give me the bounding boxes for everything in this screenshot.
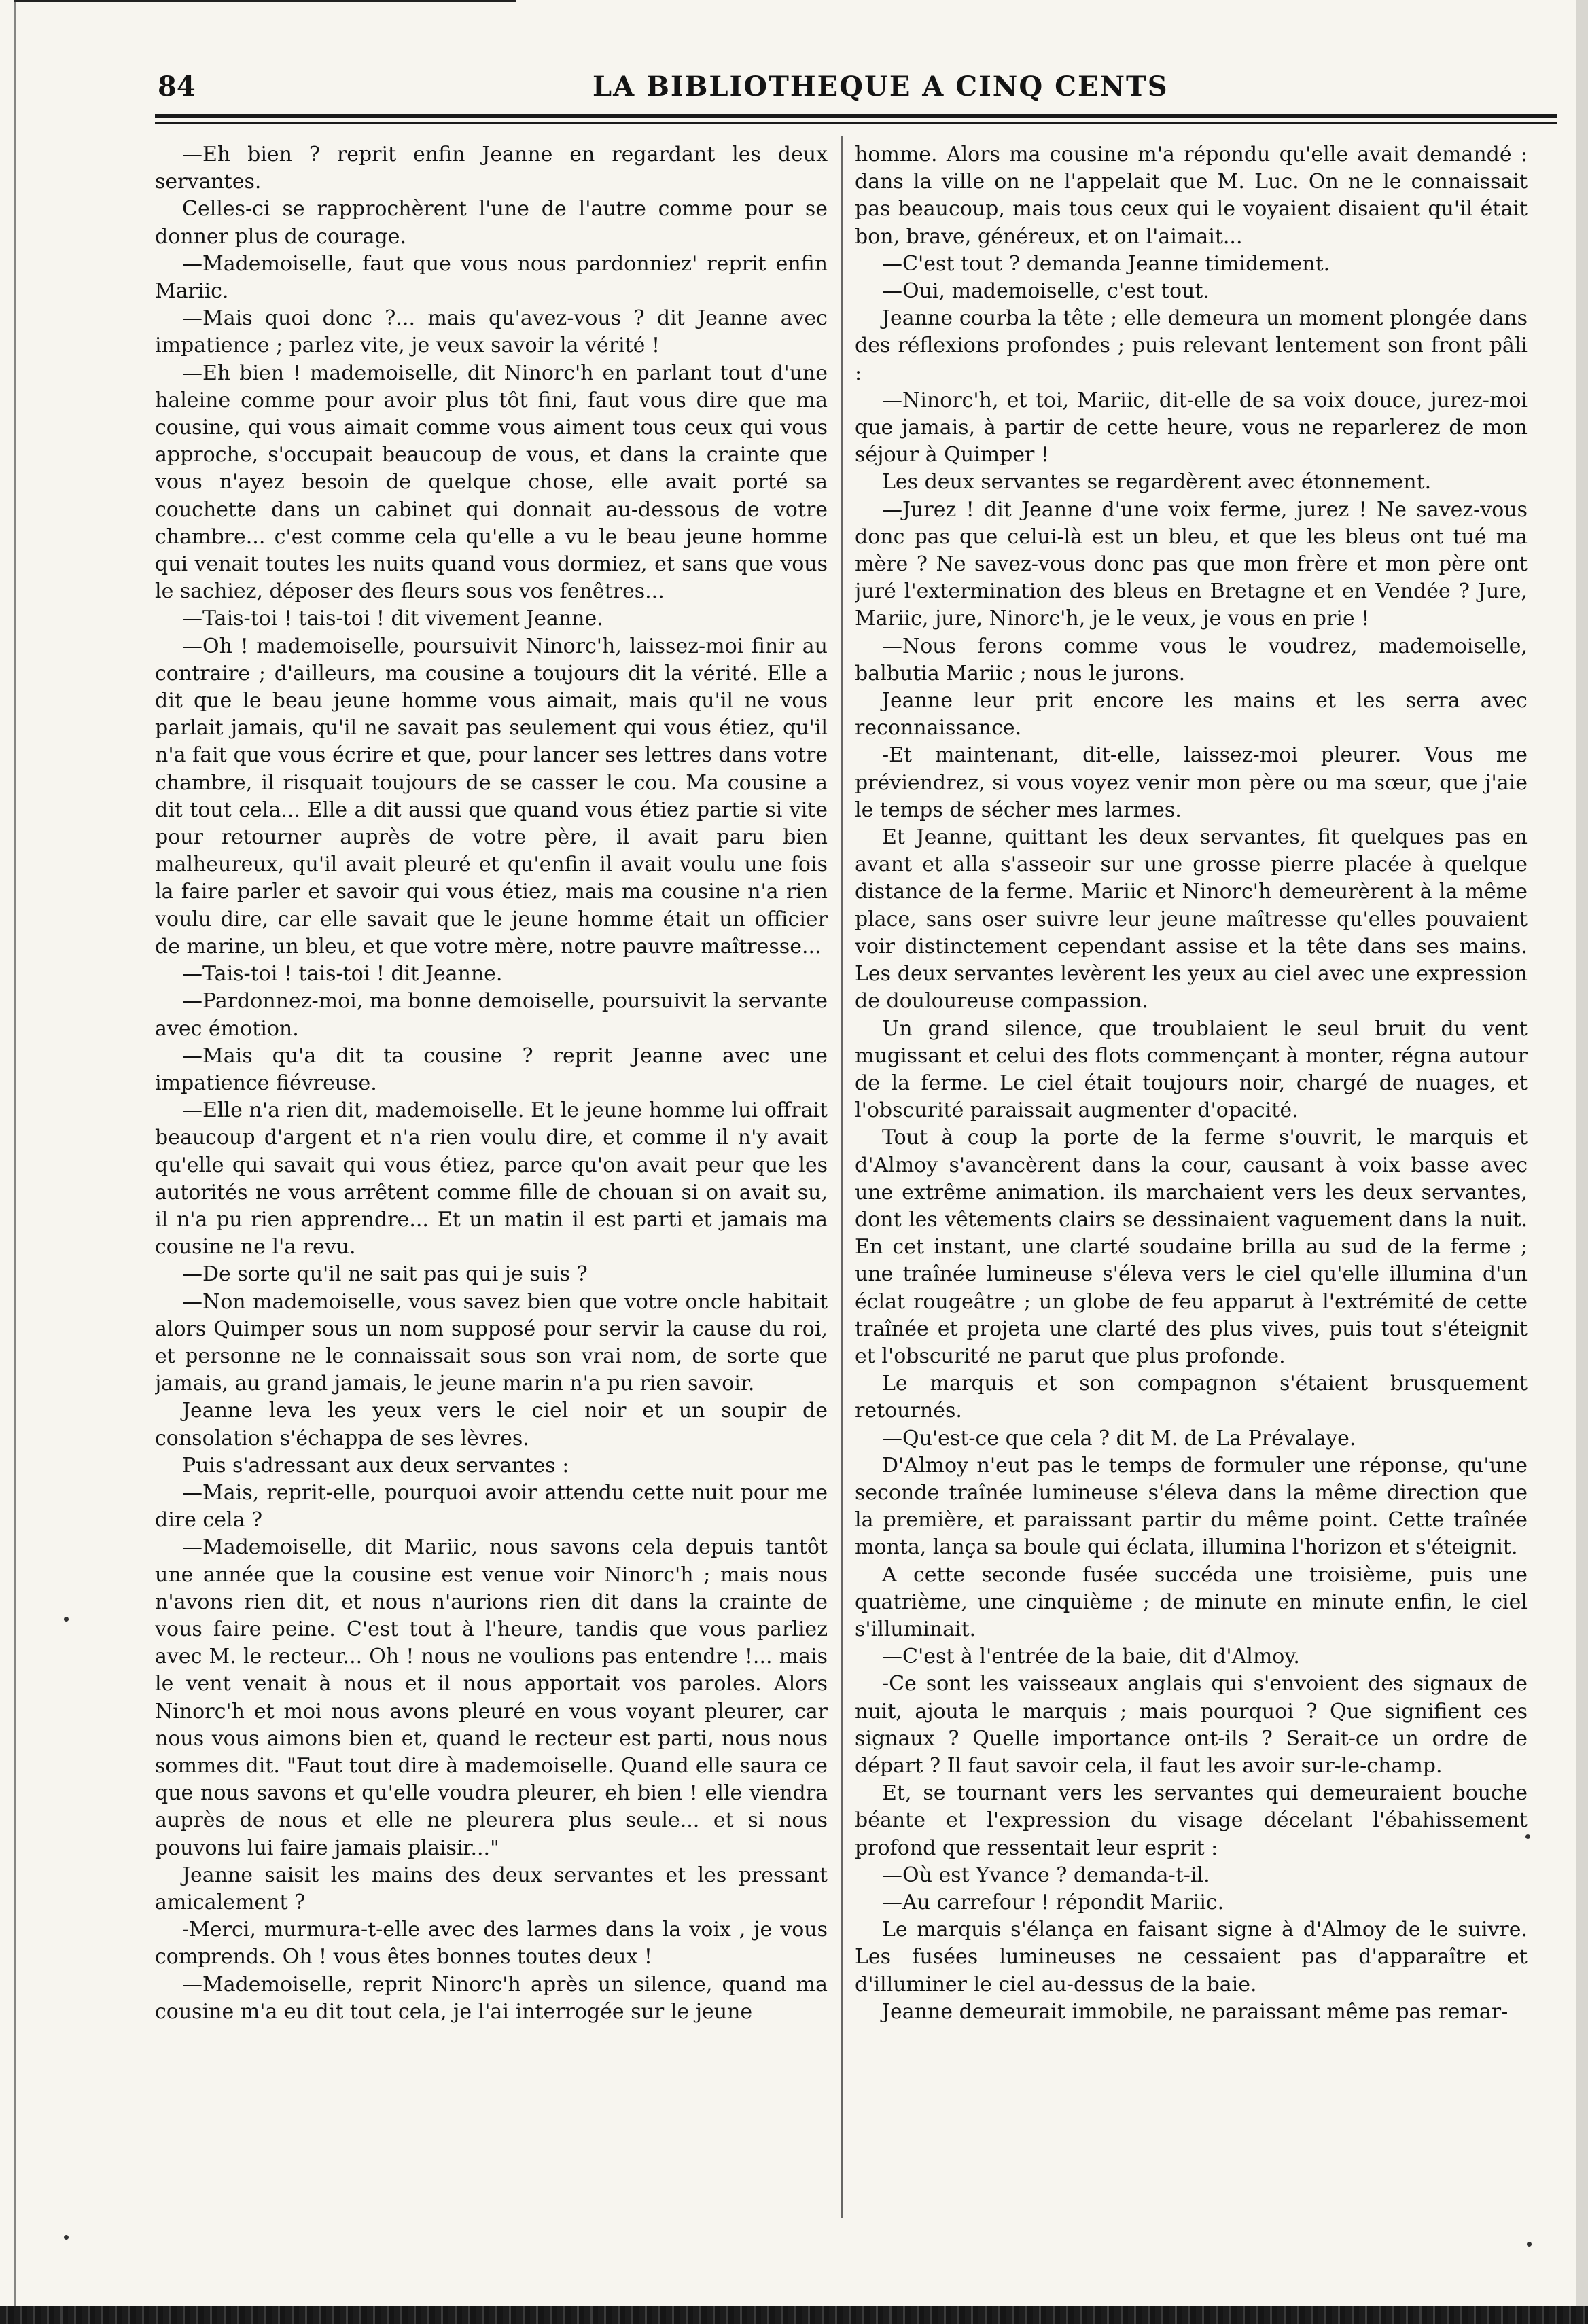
paragraph: Puis s'adressant aux deux servantes : bbox=[182, 1453, 569, 1478]
left-column bbox=[155, 141, 828, 2220]
paragraph: —Où est Yvance ? demanda-t-il. bbox=[882, 1863, 1210, 1887]
paragraph: —Mais quoi donc ?... mais qu'avez-vous ? dit Jeanne avec impatience ; parlez vite, je veux savoir la vérité ! bbox=[155, 306, 828, 358]
paragraph: —Tais-toi ! tais-toi ! dit Jeanne. bbox=[182, 962, 503, 986]
paragraph: —Mais, reprit-elle, pourquoi avoir attendu cette nuit pour me dire cela ? bbox=[155, 1480, 828, 1533]
paragraph: —De sorte qu'il ne sait pas qui je suis ? bbox=[182, 1262, 588, 1287]
paragraph: Jeanne leva les yeux vers le ciel noir et un soupir de consolation s'échappa de ses lèvres. bbox=[155, 1399, 828, 1450]
scan-speck bbox=[1527, 2242, 1532, 2247]
paragraph: —Pardonnez-moi, ma bonne demoiselle, poursuivit la servante avec émotion. bbox=[155, 989, 828, 1041]
scan-speck bbox=[64, 1617, 69, 1622]
paragraph: Un grand silence, que troublaient le seul bruit du vent mugissant et celui des flots commençant à monter, régna autour de la ferme. Le ciel était toujours noir, chargé de nuages, et l'obscurité paraissait augmenter d'opacité. bbox=[855, 1016, 1528, 1123]
paragraph: Et, se tournant vers les servantes qui demeuraient bouche béante et l'expression du visage décelant l'ébahissement profond que ressentait leur esprit : bbox=[855, 1781, 1528, 1860]
scan-speck bbox=[64, 2235, 69, 2240]
paragraph: -Merci, murmura-t-elle avec des larmes dans la voix , je vous comprends. Oh ! vous êtes bonnes toutes deux ! bbox=[155, 1918, 828, 1969]
paragraph: —C'est à l'entrée de la baie, dit d'Almoy. bbox=[882, 1645, 1300, 1669]
header-rule-thin bbox=[155, 122, 1557, 124]
scan-left-edge bbox=[14, 0, 16, 2324]
paragraph: D'Almoy n'eut pas le temps de formuler une réponse, qu'une seconde traînée lumineuse s'éleva dans la même direction que la première, et paraissant partir du même point. Cette traînée monta, lança sa boule qui éclata, illumina l'horizon et s'éteignit. bbox=[855, 1453, 1528, 1560]
paragraph: —Mais qu'a dit ta cousine ? reprit Jeanne avec une impatience fiévreuse. bbox=[155, 1043, 828, 1095]
paragraph: —Oh ! mademoiselle, poursuivit Ninorc'h, laissez-moi finir au contraire ; d'ailleurs, ma cousine a toujours dit la vérité. Elle a dit que le beau jeune homme vous aimait, mais qu'il ne vous parlait jamais, qu'il ne savait pas seulement qui vous étiez, qu'il n'a fait que vous écrire et que, pour lancer ses lettres dans votre chambre, il risquait toujours de se casser le cou. Ma cousine a dit tout cela... Elle a dit aussi que quand vous étiez partie si vite pour retourner auprès de votre père, il avait paru bien malheureux, qu'il avait pleuré et qu'enfin il avait voulu une fois la faire parler et savoir qui vous étiez, mais ma cousine n'a rien voulu dire, car elle savait que le jeune homme était un officier de marine, un bleu, et que votre mère, notre pauvre maîtresse... bbox=[155, 634, 828, 959]
paragraph: Le marquis et son compagnon s'étaient brusquement retournés. bbox=[855, 1372, 1528, 1423]
right-column bbox=[855, 141, 1528, 2220]
paragraph: —Tais-toi ! tais-toi ! dit vivement Jeanne. bbox=[182, 607, 603, 631]
paragraph: —Mademoiselle, reprit Ninorc'h après un silence, quand ma cousine m'a eu dit tout cela, je l'ai interrogée sur le jeune bbox=[155, 1972, 828, 2024]
scan-top-line bbox=[14, 0, 516, 2]
scan-bottom-band bbox=[0, 2306, 1588, 2324]
paragraph: —Oui, mademoiselle, c'est tout. bbox=[882, 279, 1210, 304]
page-number: 84 bbox=[158, 71, 196, 103]
paragraph: Jeanne courba la tête ; elle demeura un moment plongée dans des réflexions profondes ; puis relevant lentement son front pâli : bbox=[855, 306, 1528, 385]
page-header bbox=[158, 68, 1557, 109]
paragraph: —Eh bien ! mademoiselle, dit Ninorc'h en parlant tout d'une haleine comme pour avoir plus tôt fini, faut vous dire que ma cousine, qui vous aimait comme vous aiment tous ceux qui vous approche, s'occupait beaucoup de vous, et dans la crainte que vous n'ayez besoin de quelque chose, elle avait porté sa couchette dans un cabinet qui donnait au-dessous de votre chambre... c'est comme cela qu'elle a vu le beau jeune homme qui venait toutes les nuits quand vous dormiez, et sans que vous le sachiez, déposer des fleurs sous vos fenêtres... bbox=[155, 361, 828, 604]
paragraph: A cette seconde fusée succéda une troisième, puis une quatrième, une cinquième ; de minute en minute enfin, le ciel s'illuminait. bbox=[855, 1562, 1528, 1641]
paragraph: Tout à coup la porte de la ferme s'ouvrit, le marquis et d'Almoy s'avancèrent dans la cour, causant à voix basse avec une extrême animation. ils marchaient vers les deux servantes, dont les vêtements clairs se dessinaient vaguement dans la nuit. En cet instant, une clarté soudaine brilla au sud de la ferme ; une traînée lumineuse s'éleva vers le ciel qu'elle illumina d'un éclat rougeâtre ; un globe de feu apparut à l'extrémité de cette traînée et projeta une clarté des plus vives, puis tout s'éteignit et l'obscurité ne parut que plus profonde. bbox=[855, 1126, 1528, 1368]
paragraph: Jeanne demeurait immobile, ne paraissant même pas remar- bbox=[882, 1999, 1508, 2024]
paragraph: —Mademoiselle, faut que vous nous pardonniez' reprit enfin Mariic. bbox=[155, 251, 828, 304]
paragraph: Et Jeanne, quittant les deux servantes, fit quelques pas en avant et alla s'asseoir sur une grosse pierre placée à quelque distance de la ferme. Mariic et Ninorc'h demeurèrent à la même place, sans oser suivre leur jeune maîtresse qu'elles pouvaient voir distinctement cependant assise et la tête dans ses mains. Les deux servantes levèrent les yeux au ciel avec une expression de douloureuse compassion. bbox=[855, 825, 1528, 1014]
paragraph: -Et maintenant, dit-elle, laissez-moi pleurer. Vous me préviendrez, si vous voyez venir mon père ou ma sœur, que j'aie le temps de sécher mes larmes. bbox=[855, 743, 1528, 822]
paragraph: —Non mademoiselle, vous savez bien que votre oncle habitait alors Quimper sous un nom supposé pour servir la cause du roi, et personne ne le connaissait sous son vrai nom, de sorte que jamais, au grand jamais, le jeune marin n'a pu rien savoir. bbox=[155, 1289, 828, 1396]
paragraph: —Ninorc'h, et toi, Mariic, dit-elle de sa voix douce, jurez-moi que jamais, à partir de cette heure, vous ne reparlerez de mon séjour à Quimper ! bbox=[855, 388, 1528, 467]
paragraph: Les deux servantes se regardèrent avec étonnement. bbox=[882, 470, 1432, 495]
paragraph: —Nous ferons comme vous le voudrez, mademoiselle, balbutia Mariic ; nous le jurons. bbox=[855, 634, 1528, 685]
paragraph: —Mademoiselle, dit Mariic, nous savons cela depuis tantôt une année que la cousine est venue voir Ninorc'h ; mais nous n'avons rien dit, et nous n'aurions rien dit dans la crainte de vous faire peine. C'est tout à l'heure, tandis que vous parliez avec M. le recteur... Oh ! nous ne voulions pas entendre !... mais le vent venait à nous et il nous apportait vos paroles. Alors Ninorc'h et moi nous avons pleuré en vous voyant pleurer, car nous vous aimons bien et, quand le recteur est parti, nous nous sommes dit. "Faut tout dire à mademoiselle. Quand elle saura ce que nous savons et qu'elle voudra pleurer, eh bien ! elle viendra auprès de nous et elle ne pleurera plus seule... et si nous pouvons lui faire jamais plaisir..." bbox=[155, 1535, 828, 1860]
paragraph: Jeanne saisit les mains des deux servantes et les pressant amicalement ? bbox=[155, 1863, 828, 1914]
header-rule bbox=[155, 114, 1557, 118]
paragraph: Le marquis s'élança en faisant signe à d'Almoy de le suivre. Les fusées lumineuses ne cessaient pas d'apparaître et d'illuminer le ciel au-dessus de la baie. bbox=[855, 1918, 1528, 1997]
column-divider bbox=[841, 136, 843, 2218]
paragraph: homme. Alors ma cousine m'a répondu qu'elle avait demandé : dans la ville on ne l'appelait que M. Luc. On ne le connaissait pas beaucoup, mais tous ceux qui le voyaient disaient qu'il était bon, brave, généreux, et on l'aimait... bbox=[855, 143, 1528, 249]
paragraph: —Au carrefour ! répondit Mariic. bbox=[882, 1891, 1224, 1914]
scan-right-margin bbox=[1576, 0, 1588, 2324]
running-title: LA BIBLIOTHEQUE A CINQ CENTS bbox=[593, 71, 1169, 103]
paragraph: —Eh bien ? reprit enfin Jeanne en regardant les deux servantes. bbox=[155, 143, 828, 194]
paragraph: —Qu'est-ce que cela ? dit M. de La Prévalaye. bbox=[882, 1426, 1356, 1450]
paragraph: -Ce sont les vaisseaux anglais qui s'envoient des signaux de nuit, ajouta le marquis ; mais pourquoi ? Que signifient ces signaux ? Quelle importance ont-ils ? Serait-ce un ordre de départ ? Il faut savoir cela, il faut les avoir sur-le-champ. bbox=[855, 1672, 1528, 1778]
paragraph: —Jurez ! dit Jeanne d'une voix ferme, jurez ! Ne savez-vous donc pas que celui-là est un bleu, et que les bleus ont tué ma mère ? Ne savez-vous donc pas que mon frère et mon père ont juré l'extermination des bleus en Bretagne et en Vendée ? Jure, Mariic, jure, Ninorc'h, je le veux, je vous en prie ! bbox=[855, 497, 1528, 631]
paragraph: —Elle n'a rien dit, mademoiselle. Et le jeune homme lui offrait beaucoup d'argent et n'a rien voulu dire, et comme il n'y avait qu'elle qui savait qui vous étiez, parce qu'on avait peur que les autorités ne vous arrêtent comme fille de chouan si on avait su, il n'a pu rien apprendre... Et un matin il est parti et jamais ma cousine ne l'a revu. bbox=[155, 1098, 828, 1259]
paragraph: Jeanne leur prit encore les mains et les serra avec reconnaissance. bbox=[855, 689, 1528, 740]
paragraph: Celles-ci se rapprochèrent l'une de l'autre comme pour se donner plus de courage. bbox=[155, 197, 828, 249]
paragraph: —C'est tout ? demanda Jeanne timidement. bbox=[882, 251, 1330, 276]
